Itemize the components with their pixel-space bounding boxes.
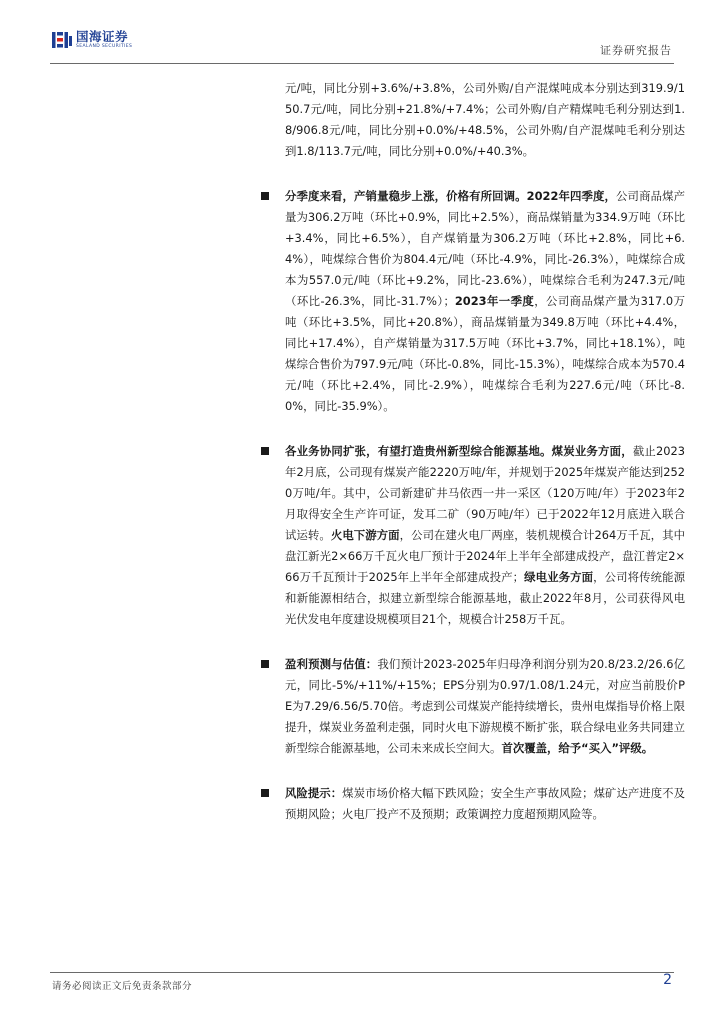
emphasis-text: 绿电业务方面 (524, 570, 594, 584)
report-type-title: 证券研究报告 (600, 44, 672, 57)
square-bullet-icon (261, 789, 269, 797)
disclaimer-note: 请务必阅读正文后免责条款部分 (52, 981, 193, 992)
company-logo (52, 30, 132, 50)
rating-text: 首次覆盖，给予“买入”评级。 (501, 741, 654, 755)
paragraph-body: ，公司在建火电厂两座，装机规模合计264万千瓦，其中盘江新光2×66万千瓦火电厂预计于2024年上半年全部建成投产，盘江普定2×66万千瓦预计于2025年上半年全部建成投产； (285, 528, 685, 584)
page-header (0, 0, 724, 70)
section-cost-margin (285, 78, 685, 162)
page-number: 2 (663, 972, 672, 988)
paragraph-body: ，公司将传统能源和新能源相结合，拟建立新型综合能源基地，截止2022年8月，公司获得风电光伏发电年度建设规模项目21个，规模合计258万千瓦。 (285, 570, 685, 626)
paragraph-text (285, 441, 685, 630)
square-bullet-icon (261, 192, 269, 200)
paragraph-body: 我们预计2023-2025年归母净利润分别为20.8/23.2/26.6亿元，同比-5%/+11%/+15%；EPS分别为0.97/1.08/1.24元，对应当前股价PE为7.29/6.56/5.70倍。考虑到公司煤炭产能持续增长，贵州电煤指导价格上限提升，煤炭业务盈利走强，同时火电下游规模不断扩张，联合绿电业务共同建立新型综合能源基地，公司未来成长空间大。 (285, 657, 685, 755)
paragraph-body: 煤炭市场价格大幅下跌风险；安全生产事故风险；煤矿达产进度不及预期风险；火电厂投产不及预期；政策调控力度超预期风险等。 (285, 786, 685, 821)
paragraph-body: ，公司商品煤产量为317.0万吨（环比+3.5%，同比+20.8%），商品煤销量为349.8万吨（环比+4.4%，同比+17.4%），自产煤销量为317.5万吨（环比+3.7%，同比+18.1%），吨煤综合售价为797.9元/吨（环比-0.8%，同比-15.3%），吨煤综合成本为570.4元/吨（环比+2.4%，同比-2.9%），吨煤综合毛利为227.6元/吨（环比-8.0%，同比-35.9%）。 (285, 294, 685, 413)
section-lead: 各业务协同扩张，有望打造贵州新型综合能源基地。煤炭业务方面， (285, 444, 633, 458)
section-lead: 分季度来看，产销量稳步上涨，价格有所回调。2022年四季度， (285, 189, 617, 203)
header-divider (50, 63, 674, 64)
emphasis-text: 火电下游方面 (330, 528, 400, 542)
logo-icon (52, 30, 72, 50)
square-bullet-icon (261, 660, 269, 668)
square-bullet-icon (261, 447, 269, 455)
paragraph-text: 元/吨，同比分别+3.6%/+3.8%，公司外购/自产混煤吨成本分别达到319.9/150.7元/吨，同比分别+21.8%/+7.4%；公司外购/自产精煤吨毛利分别达到1.8/906.8元/吨，同比分别+0.0%/+48.5%，公司外购/自产混煤吨毛利分别达到1.8/113.7元/吨，同比分别+0.0%/+40.3%。 (285, 81, 685, 158)
paragraph-body: 公司商品煤产量为306.2万吨（环比+0.9%，同比+2.5%），商品煤销量为334.9万吨（环比+3.4%，同比+6.5%），自产煤销量为306.2万吨（环比+2.8%，同比+6.4%），吨煤综合售价为804.4元/吨（环比-4.9%，同比-26.3%），吨煤综合成本为557.0元/吨（环比+9.2%，同比-23.6%），吨煤综合毛利为247.3元/吨（环比-26.3%，同比-31.7%）； (285, 189, 685, 308)
paragraph-body: 截止2023年2月底，公司现有煤炭产能2220万吨/年，并规划于2025年煤炭产能达到2520万吨/年。其中，公司新建矿井马依西一井一采区（120万吨/年）于2023年2月取得安全生产许可证，发耳二矿（90万吨/年）已于2022年12月底进入联合试运转。 (285, 444, 685, 542)
logo-name-cn: 国海证券 (76, 28, 129, 44)
paragraph-text (285, 783, 685, 825)
section-business-expansion (285, 441, 685, 630)
paragraph-text (285, 186, 685, 417)
footer-divider (50, 972, 674, 973)
paragraph-text (285, 654, 685, 759)
section-lead: 盈利预测与估值： (285, 657, 378, 671)
section-quarterly (285, 186, 685, 417)
logo-name-en: SEALAND SECURITIES (76, 44, 133, 49)
main-content (285, 78, 685, 825)
section-risk (285, 783, 685, 825)
section-forecast-valuation (285, 654, 685, 759)
section-lead: 风险提示： (285, 786, 343, 800)
emphasis-text: 2023年一季度 (454, 294, 535, 308)
